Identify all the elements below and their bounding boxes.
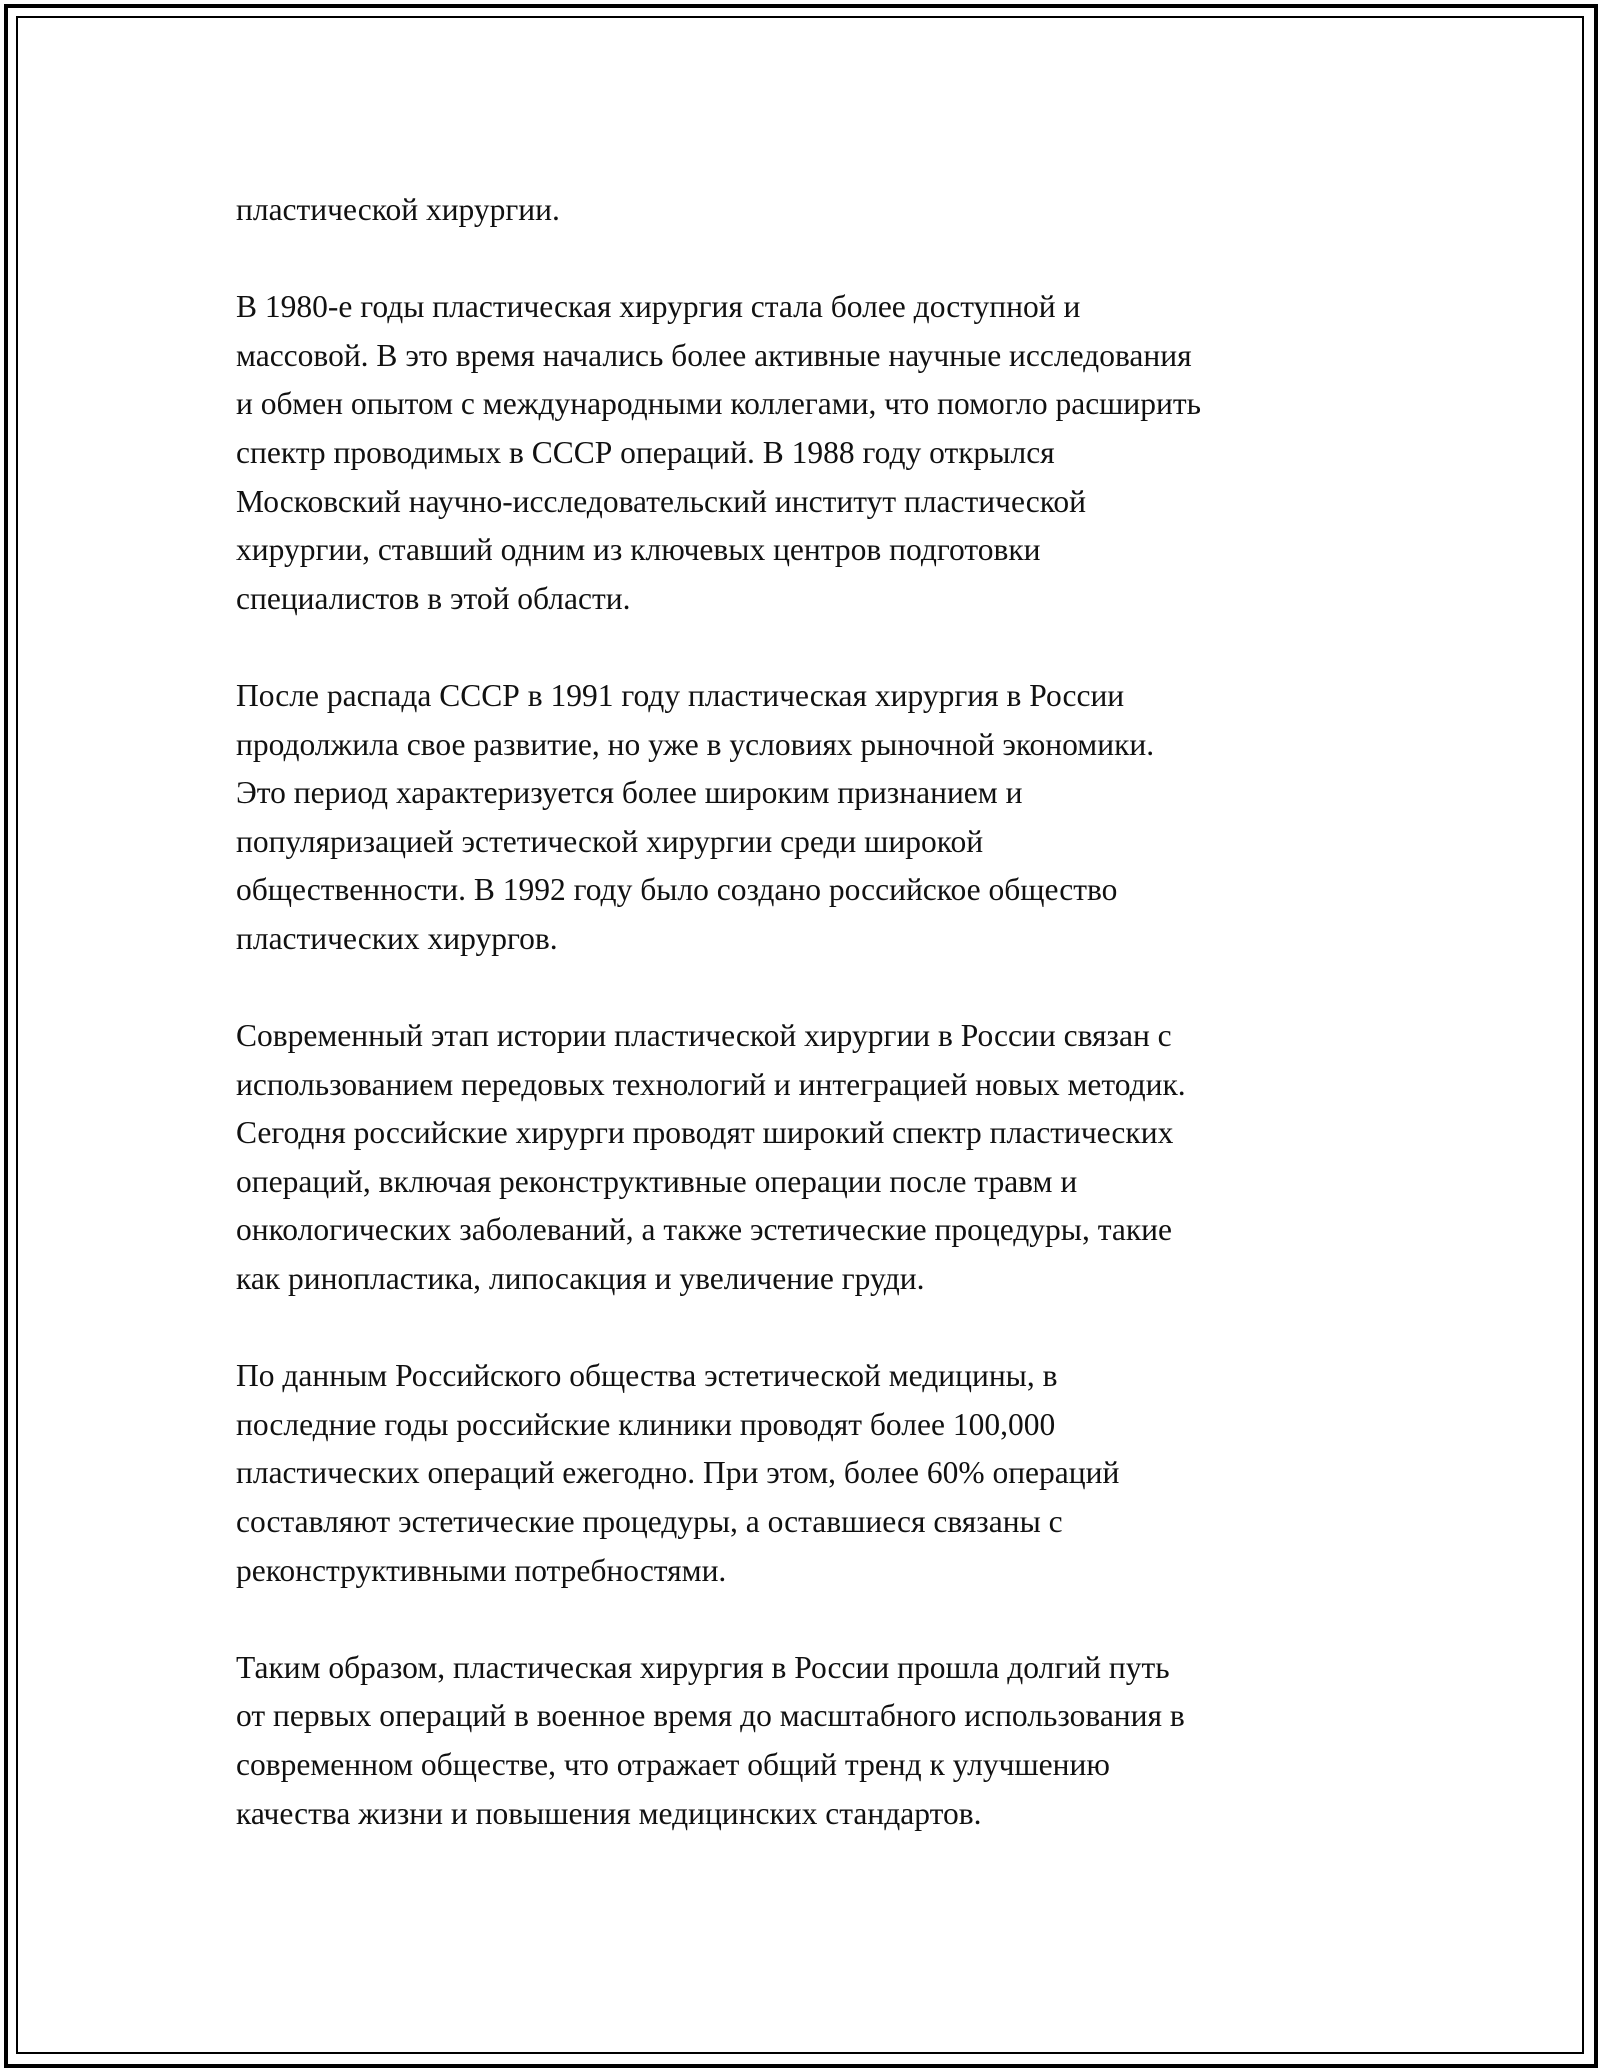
text-line: пластической хирургии.: [236, 192, 560, 227]
text-line: Таким образом, пластическая хирургия в России прошла долгий путь: [236, 1649, 1170, 1685]
text-line: спектр проводимых в СССР операций. В 1988 году открылся: [236, 434, 1055, 470]
paragraph-1: [236, 186, 1386, 235]
text-line: По данным Российского общества эстетической медицины, в: [236, 1358, 1058, 1394]
text-line: пластических хирургов.: [236, 920, 558, 956]
text-line: от первых операций в военное время до масштабного использования в: [236, 1698, 1185, 1734]
text-line: качества жизни и повышения медицинских стандартов.: [236, 1795, 982, 1831]
text-line: После распада СССР в 1991 году пластическая хирургия в России: [236, 677, 1125, 713]
paragraph-gap: [236, 1595, 1386, 1644]
text-line: последние годы российские клиники проводят более 100,000: [236, 1406, 1056, 1442]
text-line: современном обществе, что отражает общий тренд к улучшению: [236, 1747, 1110, 1782]
text-line: Сегодня российские хирурги проводят широкий спектр пластических: [236, 1115, 1174, 1151]
text-line: Московский научно-исследовательский институт пластической: [236, 483, 1087, 519]
text-line: пластических операций ежегодно. При этом, более 60% операций: [236, 1455, 1120, 1491]
text-line: реконструктивными потребностями.: [236, 1552, 727, 1588]
text-line: использованием передовых технологий и интеграцией новых методик.: [236, 1066, 1186, 1102]
text-line: хирургии, ставший одним из ключевых центров подготовки: [236, 532, 1041, 568]
paragraph-2: [236, 283, 1386, 623]
text-line: В 1980-е годы пластическая хирургия стала более доступной и: [236, 289, 1081, 325]
paragraph-4: [236, 1012, 1386, 1304]
paragraph-gap: [236, 623, 1386, 672]
text-line: массовой. В это время начались более активные научные исследования: [236, 337, 1192, 373]
text-line: онкологических заболеваний, а также эстетические процедуры, такие: [236, 1212, 1172, 1248]
document-body: [236, 186, 1386, 1838]
paragraph-5: [236, 1352, 1386, 1595]
paragraph-6: [236, 1644, 1386, 1838]
text-line: операций, включая реконструктивные операции после травм и: [236, 1163, 1078, 1199]
text-line: составляют эстетические процедуры, а оставшиеся связаны с: [236, 1504, 1063, 1540]
text-line: Это период характеризуется более широким признанием и: [236, 775, 1023, 811]
paragraph-gap: [236, 964, 1386, 1013]
text-line: Современный этап истории пластической хирургии в России связан с: [236, 1018, 1172, 1054]
text-line: продолжила свое развитие, но уже в условиях рыночной экономики.: [236, 726, 1155, 762]
text-line: как ринопластика, липосакция и увеличение груди.: [236, 1261, 925, 1297]
text-line: популяризацией эстетической хирургии среди широкой: [236, 823, 984, 859]
text-line: специалистов в этой области.: [236, 580, 631, 616]
paragraph-gap: [236, 235, 1386, 284]
paragraph-3: [236, 672, 1386, 964]
paragraph-gap: [236, 1304, 1386, 1353]
text-line: общественности. В 1992 году было создано российское общество: [236, 872, 1118, 908]
text-line: и обмен опытом с международными коллегами, что помогло расширить: [236, 386, 1202, 422]
